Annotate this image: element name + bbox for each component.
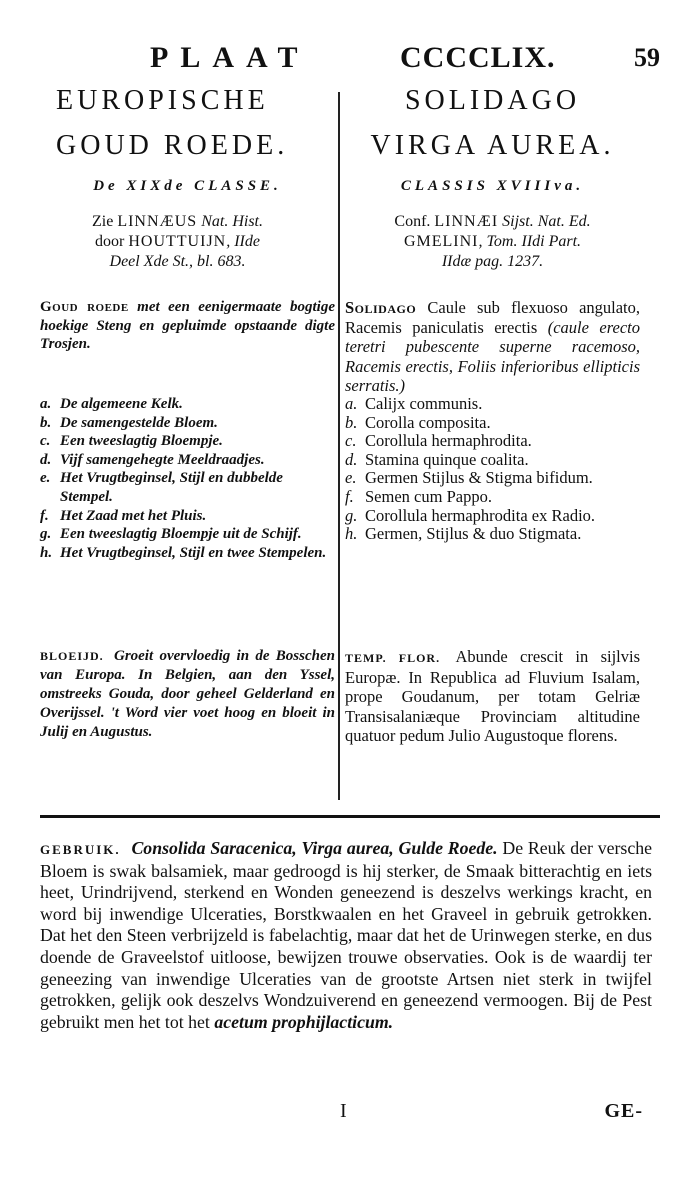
usage-names: Consolida Saracenica, Virga aurea, Gulde Roede. — [131, 838, 498, 858]
dutch-column — [40, 85, 335, 800]
dutch-description — [40, 298, 335, 354]
latin-part-letter: h. — [345, 524, 358, 544]
usage-paragraph — [40, 838, 652, 1033]
dutch-part-letter: e. — [40, 470, 51, 487]
ref-author-2: HOUTTUIJN — [128, 233, 227, 250]
usage-text: De Reuk der versche Bloem is swak balsamiek, maar gedroogd is hij sterker, de Smaak bitterachtig en iets heet, Urindrijvend, sterkend en Wonden geneezend is deszelvs werkings kracht, en word bij inwendige Ulceraties, Borstkwaalen en het Graveel in gebruik getrokken. Dat het den Steen verbrijzeld is fabelachtig, maar dat het de Urinwegen sterke, en dus doende de Graveelstof uitloose, bewijzen trouwe observaties. Ook is de waardij ter geneezing van inwendige Ulceraties van de grootste Artsen niet sterk in twijfel getrokken, gelijk ook deszelvs Wondzuiverend en geneezend vermoogen. Bij de Pest gebruikt men het tot het — [40, 838, 652, 1032]
latin-column — [345, 85, 640, 800]
latin-part-letter: c. — [345, 431, 357, 451]
latin-part-text: Calijx communis. — [365, 394, 483, 413]
latin-part-text: Corollula hermaphrodita. — [365, 431, 532, 451]
latin-part-text: Germen Stijlus & Stigma bifidum. — [365, 468, 593, 488]
dutch-part-text: Het Zaad met het Pluis. — [60, 507, 207, 524]
dutch-part-letter: h. — [40, 544, 53, 561]
latin-desc-text: Caule sub flexuoso angulato, Racemis paniculatis erectis — [345, 298, 641, 337]
latin-part-item — [345, 507, 640, 526]
dutch-flor-lead: BLOEIJD. — [40, 649, 104, 663]
dutch-part-letter: d. — [40, 451, 52, 468]
latin-part-text: Stamina quinque coalita. — [365, 449, 529, 469]
signature-mark: I — [340, 1100, 347, 1122]
latin-flowering — [345, 647, 640, 745]
dutch-part-text: Een tweeslagtig Bloempje. — [60, 433, 223, 450]
plate-number: CCCCLIX. — [400, 41, 556, 74]
ref-page-latin: IIdæ pag. 1237. — [441, 253, 544, 270]
latin-title-line1: SOLIDAGO — [404, 85, 581, 116]
usage-lead: GEBRUIK. — [40, 842, 121, 857]
dutch-part-letter: f. — [40, 507, 49, 524]
dutch-part-text: De algemeene Kelk. — [60, 396, 183, 412]
ref-prefix-2: door — [95, 233, 125, 250]
ref-prefix-latin: Conf. — [394, 213, 431, 230]
latin-desc-lead: Solidago — [345, 298, 417, 317]
dutch-part-item — [40, 395, 335, 414]
latin-parts-list — [345, 395, 640, 544]
ref-prefix: Zie — [91, 213, 114, 230]
catchword: GE- — [604, 1100, 643, 1122]
latin-part-text: Corollula hermaphrodita ex Radio. — [365, 505, 596, 525]
dutch-part-letter: a. — [40, 396, 52, 412]
dutch-desc-lead: Goud roede — [40, 299, 129, 315]
latin-title-line2: VIRGA AUREA. — [370, 130, 615, 161]
dutch-part-text: Het Vrugtbeginsel, Stijl en dubbelde Stempel. — [60, 470, 283, 505]
ref-volume-latin: , Tom. IIdi Part. — [478, 233, 582, 250]
latin-part-letter: d. — [345, 449, 358, 469]
latin-part-item — [345, 488, 640, 507]
latin-part-letter: e. — [345, 468, 357, 488]
latin-flor-lead: TEMP. FLOR. — [345, 651, 441, 665]
dutch-desc-text: met een eenigermaate bogtige hoekige Steng en gepluimde opstaande digte Trosjen. — [40, 299, 336, 352]
dutch-part-item — [40, 544, 335, 563]
dutch-part-item — [40, 469, 335, 506]
dutch-part-text: Het Vrugtbeginsel, Stijl en twee Stempelen. — [60, 544, 327, 561]
ref-author-latin: LINNÆI — [434, 213, 499, 230]
plate-label: PLAAT — [150, 41, 310, 74]
latin-part-letter: g. — [345, 505, 358, 525]
dutch-flowering — [40, 647, 335, 742]
latin-part-text: Germen, Stijlus & duo Stigmata. — [365, 524, 582, 544]
ref-work: Nat. Hist. — [201, 213, 263, 230]
latin-part-item — [345, 469, 640, 488]
dutch-part-letter: g. — [40, 526, 52, 543]
running-header — [150, 38, 660, 78]
ref-page: Deel Xde St., bl. 683. — [109, 253, 246, 270]
latin-part-item — [345, 432, 640, 451]
dutch-title-line1: EUROPISCHE — [56, 85, 269, 116]
dutch-part-letter: b. — [40, 414, 52, 431]
dutch-part-letter: c. — [40, 433, 51, 450]
dutch-part-item — [40, 432, 335, 451]
latin-part-item — [345, 395, 640, 414]
usage-tail: acetum prophijlacticum. — [214, 1011, 394, 1032]
latin-part-item — [345, 525, 640, 544]
dutch-parts-list — [40, 395, 335, 562]
ref-author: LINNÆUS — [117, 213, 198, 230]
dutch-flor-text: Groeit overvloedig in de Bosschen van Europa. In Belgien, aan den Yssel, omstreeks Gouda, door geheel Gelderland en Overijssel. 't Word vier voet hoog en bloeit in Julij en Augustus. — [40, 648, 335, 740]
dutch-part-item — [40, 451, 335, 470]
latin-reference — [345, 212, 640, 272]
latin-part-item — [345, 414, 640, 433]
latin-class: CLASSIS XVIIIva. — [400, 178, 585, 194]
dutch-part-text: De samengestelde Bloem. — [60, 414, 218, 431]
latin-desc-italic: (caule erecto teretri pubescente superne racemoso, Racemis erectis, Foliis inferioribus ellipticis serratis.) — [345, 317, 640, 395]
latin-part-letter: a. — [345, 394, 358, 413]
latin-part-text: Corolla composita. — [365, 412, 491, 432]
dutch-part-item — [40, 507, 335, 526]
dutch-part-text: Vijf samengehegte Meeldraadjes. — [60, 451, 265, 468]
dutch-title-line2: GOUD ROEDE. — [56, 130, 289, 161]
ref-editor-latin: GMELINI — [403, 233, 479, 250]
dutch-part-item — [40, 525, 335, 544]
latin-part-letter: f. — [345, 486, 354, 506]
latin-part-text: Semen cum Pappo. — [365, 486, 492, 506]
latin-description — [345, 298, 640, 396]
column-divider — [338, 92, 340, 800]
ref-volume: , IIde — [226, 233, 260, 250]
latin-part-letter: b. — [345, 412, 358, 432]
latin-flor-text: Abunde crescit in sijlvis Europæ. In Republica ad Fluvium Isalam, prope Goudanum, per totam Gelriæ Transisalaniæque Provinciam altitudine quatuor pedum Julio Augustoque florens. — [345, 647, 640, 745]
dutch-part-item — [40, 414, 335, 433]
latin-part-item — [345, 451, 640, 470]
dutch-reference — [40, 212, 335, 272]
dutch-class: De XIXde CLASSE. — [93, 178, 282, 194]
ref-work-latin: Sijst. Nat. Ed. — [502, 213, 591, 230]
dutch-part-text: Een tweeslagtig Bloempje uit de Schijf. — [60, 526, 302, 543]
section-rule — [40, 815, 660, 818]
page-number: 59 — [634, 43, 660, 72]
